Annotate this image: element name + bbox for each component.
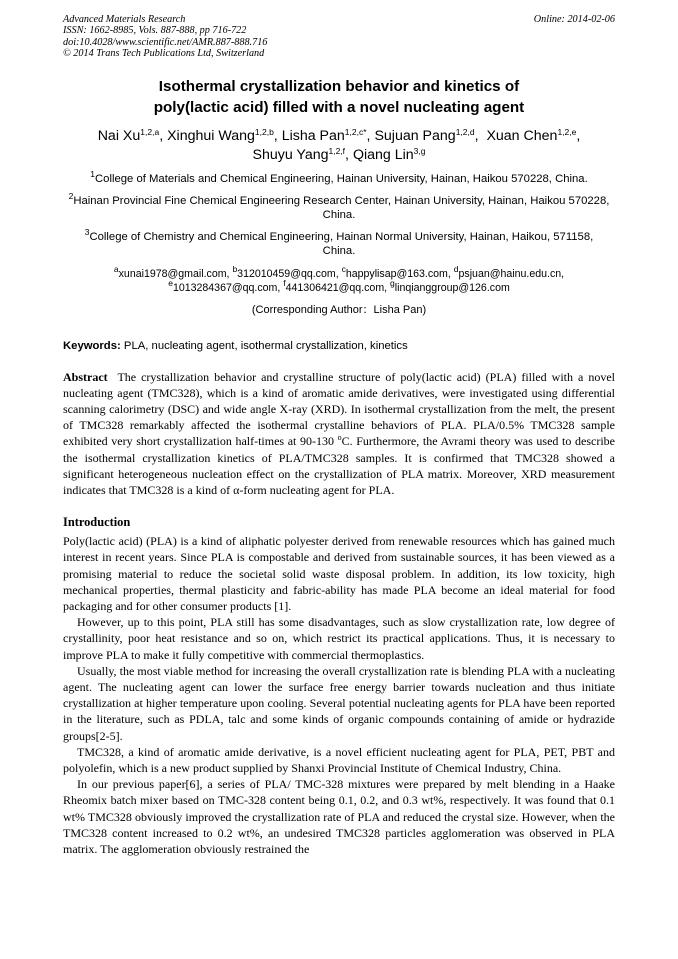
author: Xuan Chen$^{1,2,e}$, xyxy=(486,127,581,144)
affiliation-3: $^3$College of Chemistry and Chemical Engineering, Hainan Normal University, Hainan, Haikou, 571158, China. xyxy=(84,226,594,257)
email-link[interactable]: $^e$1013284367@qq.com, xyxy=(168,278,284,294)
abstract xyxy=(63,369,618,499)
degree-sup: o xyxy=(337,433,342,443)
introduction-heading: Introduction xyxy=(63,515,131,530)
author: Lisha Pan$^{1,2,c*}$, xyxy=(281,127,375,144)
intro-paragraph-3: Usually, the most viable method for increasing the overall crystallization rate is blending PLA with a nucleating agent. The nucleating agent can lower the surface free energy barrier towards nucleation and thus initiate crystallization at higher temperature upon cooling. Several potential nucleating agents for PLA have been reported in the literature, such as PDLA, talc and some kinds of organic compounds containing of amide or hydrazide groups[2-5]. xyxy=(63,663,615,743)
intro-paragraph-2: However, up to this point, PLA still has some disadvantages, such as slow crystallization rate, low degree of crystallinity, poor heat resistance and so on, which restrict its practical applications. Thus, it is necessary to improve PLA to make it fully competitive with commercial thermoplastics. xyxy=(63,615,615,662)
abstract-label: Abstract xyxy=(63,369,108,384)
doi-line[interactable]: doi:10.4028/www.scientific.net/AMR.887-888.716 xyxy=(63,36,268,48)
copyright-line: © 2014 Trans Tech Publications Ltd, Switzerland xyxy=(63,48,265,60)
email-link[interactable]: $^g$linqianggroup@126.com xyxy=(390,278,510,294)
intro-paragraph-4: TMC328, a kind of aromatic amide derivative, is a novel efficient nucleating agent for PLA, PET, PBT and polyolefin, which is a new product supplied by Shanxi Provincial Institute of Chemical Industry, China. xyxy=(63,744,615,775)
intro-paragraph-1: Poly(lactic acid) (PLA) is a kind of aliphatic polyester derived from renewable resources which has gained much interest in recent years. Since PLA is compostable and derived from sustainable sources, it has been viewed as a promising material to reduce the societal solid waste disposal problem. In addition, its low toxicity, high mechanical properties, thermal plasticity and fabric-ability has made PLA become an ideal material for food packaging and for other consumer products [1]. xyxy=(63,534,615,613)
affiliation-2: $^2$Hainan Provincial Fine Chemical Engineering Research Center, Hainan University, Hainan, Haikou 570228, China. xyxy=(68,190,610,221)
keywords-text: PLA, nucleating agent, isothermal crystallization, kinetics xyxy=(120,339,408,352)
affiliation-1: $^1$College of Materials and Chemical Engineering, Hainan University, Hainan, Haikou 570228, China. xyxy=(90,169,588,185)
online-date: Online: 2014-02-06 xyxy=(533,14,615,25)
paper-title xyxy=(63,76,615,118)
email-link[interactable]: $^c$happylisap@163.com, xyxy=(341,263,454,280)
author: Nai Xu$^{1,2,a}$, xyxy=(97,127,168,144)
abstract-text-1: The crystallization behavior and crystalline structure of poly(lactic acid) (PLA) filled with a novel nucleating agent (TMC328), which is a kind of aromatic amide derivatives, were investigated using differential scanning calorimetry (DSC) and wide angle X-ray (XRD). In isothermal crystallization from the melt, the present of TMC328 remarkably affected the isothermal crystalline behaviors of PLA. PLA/0.5% TMC328 sample exhibited very short crystallization half-times at 90-130 xyxy=(63,369,618,449)
email-link[interactable]: $^f$441306421@qq.com, xyxy=(283,278,391,294)
email-list xyxy=(63,263,615,296)
title-line-1: Isothermal crystallization behavior and kinetics of xyxy=(158,78,520,95)
author-list xyxy=(63,127,615,165)
issn-line: ISSN: 1662-8985, Vols. 887-888, pp 716-722 xyxy=(63,25,247,37)
keywords xyxy=(63,339,615,353)
email-link[interactable]: $^d$psjuan@hainu.edu.cn, xyxy=(453,263,565,280)
intro-paragraph-5: In our previous paper[6], a series of PLA/ TMC-328 mixtures were prepared by melt blending in a Haake Rheomix batch mixer based on TMC-328 content being 0.1, 0.2, and 0.3 wt%, respectively. It was found that 0.1 wt% TMC328 obviously improved the crystallization rate of PLA and reduced the crystal size. However, when the TMC328 content increased to 0.2 wt%, an undesired TMC328 particles agglomeration was observed in PLA matrix. The agglomeration obviously restrained the xyxy=(63,777,615,856)
title-line-2: poly(lactic acid) filled with a novel nucleating agent xyxy=(153,99,525,116)
abstract-text-2: C. Furthermore, the Avrami theory was used to describe the isothermal crystallization kinetics of PLA/TMC328 samples. It is confirmed that TMC328 showed a significant heterogeneous nucleation effect on the crystallization of PLA matrix. Moreover, XRD measurement indicates that TMC328 is a kind of α-form nucleating agent for PLA. xyxy=(63,434,615,497)
email-link[interactable]: $^a$xunai1978@gmail.com, xyxy=(113,263,233,280)
author: Sujuan Pang$^{1,2,d}$, xyxy=(374,127,487,144)
paper-page xyxy=(63,14,618,857)
journal-name: Advanced Materials Research xyxy=(63,14,186,25)
keywords-label: Keywords: xyxy=(63,339,121,352)
author: Xinghui Wang$^{1,2,b}$, xyxy=(167,127,282,144)
journal-header xyxy=(63,14,615,62)
author: Shuyu Yang$^{1,2,f}$, xyxy=(252,146,353,163)
email-link[interactable]: $^b$312010459@qq.com, xyxy=(232,263,342,280)
author: Qiang Lin$^{3,g}$ xyxy=(352,146,426,163)
corresponding-author: (Corresponding Author：Lisha Pan) xyxy=(251,303,427,316)
